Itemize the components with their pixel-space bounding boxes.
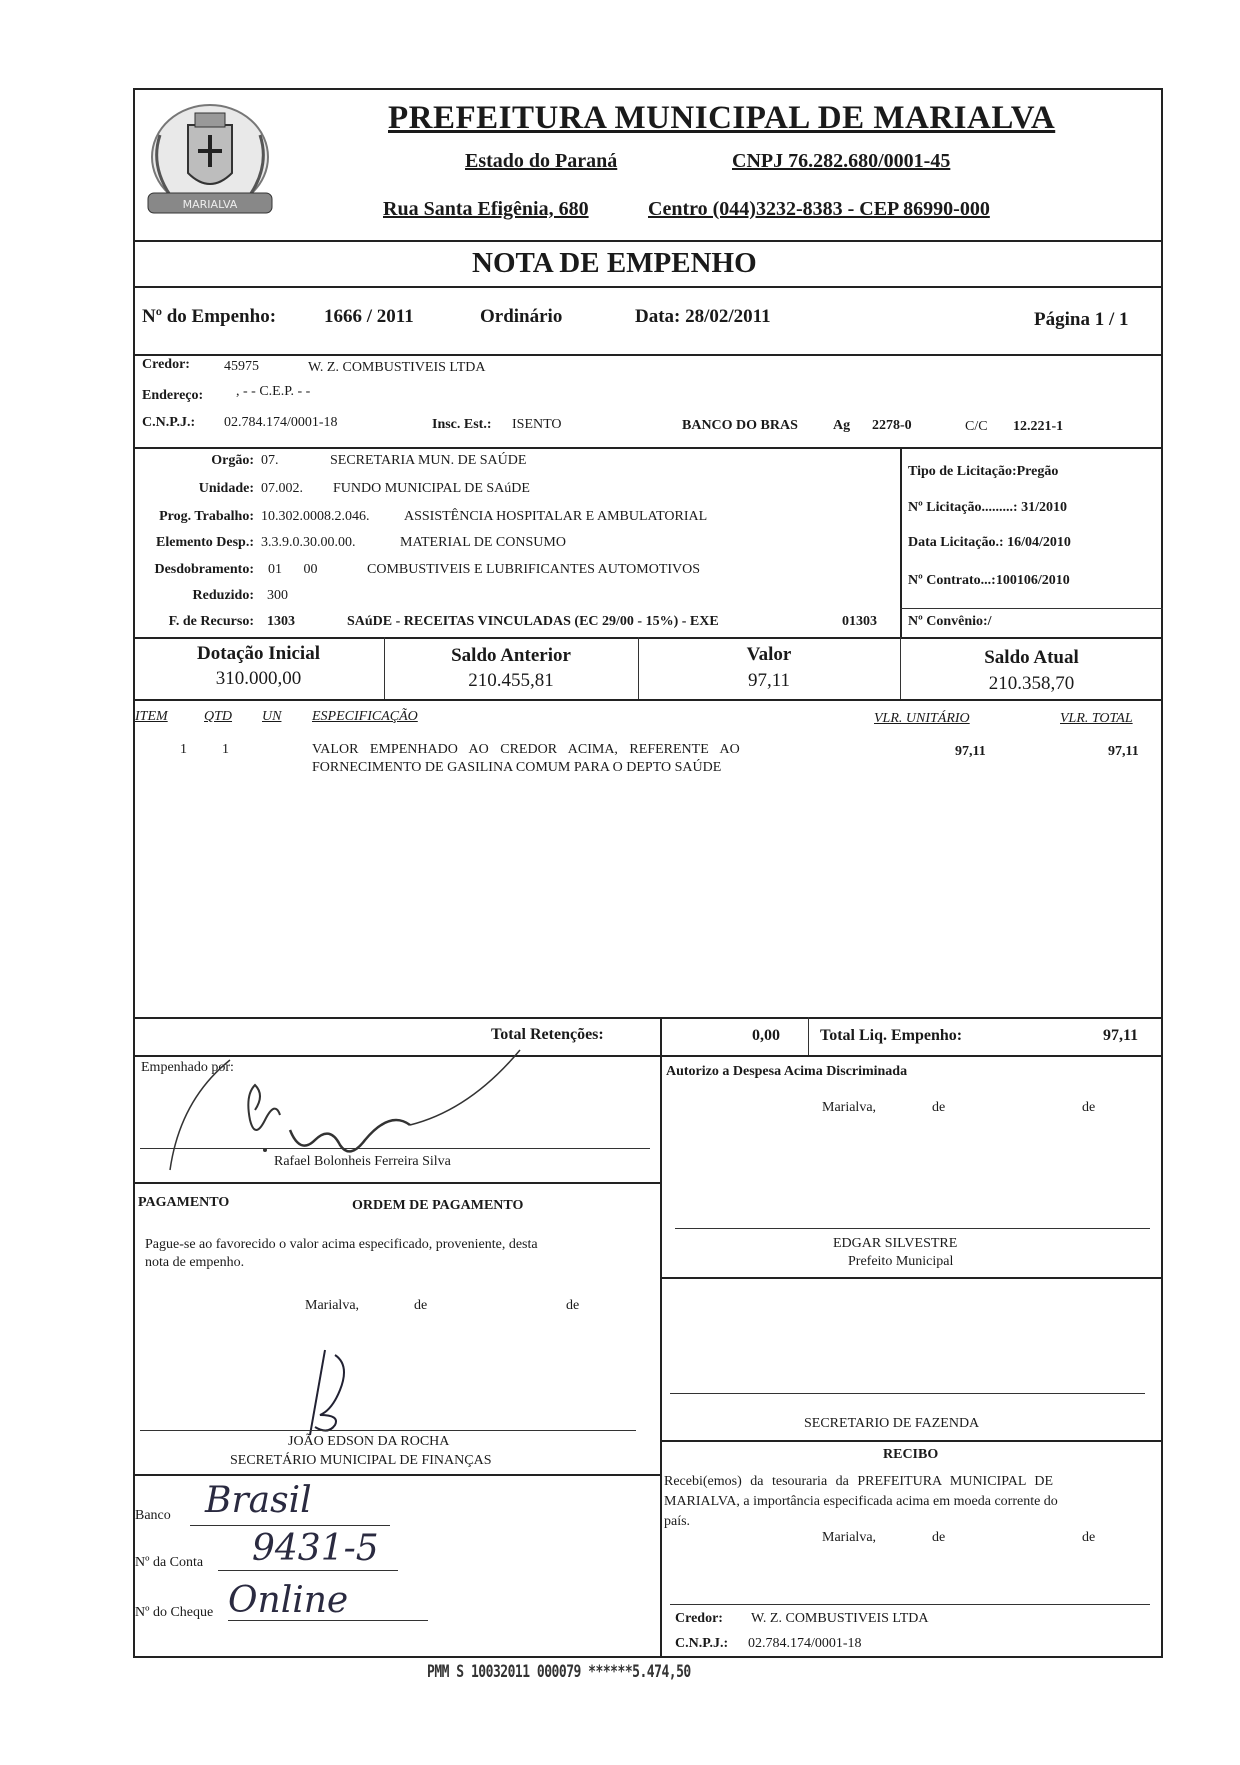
insc-value: ISENTO [512, 417, 562, 432]
elemento-code: 3.3.9.0.30.00.00. [261, 535, 356, 550]
saldo-anterior-label: Saldo Anterior [451, 645, 571, 666]
pague-line1: Pague-se ao favorecido o valor acima especificado, proveniente, desta [145, 1237, 538, 1252]
item-spec-line2: FORNECIMENTO DE GASILINA COMUM PARA O DEPTO SAÚDE [312, 760, 722, 775]
item-qtd: 1 [222, 742, 229, 757]
liquido-value: 97,11 [1103, 1027, 1139, 1044]
orgao-row [0, 453, 900, 475]
agencia-label: Ag [833, 418, 851, 433]
dotacao-value: 310.000,00 [215, 668, 302, 689]
unidade-row [0, 481, 900, 503]
recibo-line3: país. [664, 1514, 691, 1529]
bank-stamp: PMM S 10032011 000079 ******5.474,50 [427, 1662, 691, 1683]
empenho-date: Data: 28/02/2011 [635, 306, 771, 327]
endereco-label: Endereço: [142, 388, 204, 403]
retencoes-value: 0,00 [752, 1027, 780, 1044]
programa-desc: ASSISTÊNCIA HOSPITALAR E AMBULATORIAL [404, 509, 708, 524]
desdobramento-code: 01 00 [268, 562, 318, 577]
desdobramento-label: Desdobramento: [154, 562, 254, 577]
insc-label: Insc. Est.: [432, 417, 492, 432]
recibo-de-1: de [932, 1530, 946, 1545]
cnpj-value: 02.784.174/0001-18 [224, 415, 338, 430]
autorizo-marialva: Marialva, [822, 1100, 877, 1115]
reduzido-row [0, 588, 900, 610]
pagamento-de-2: de [566, 1298, 580, 1313]
pagamento-label: PAGAMENTO [138, 1195, 230, 1210]
cnpj-label: C.N.P.J.: [142, 415, 196, 430]
col-un-header: UN [262, 709, 282, 724]
prefeitura-title: PREFEITURA MUNICIPAL DE MARIALVA [388, 100, 1056, 136]
prefeitura-contact: Centro (044)3232-8383 - CEP 86990-000 [648, 198, 990, 220]
valor-value: 97,11 [747, 670, 791, 691]
cheque-label: Nº do Cheque [135, 1605, 214, 1620]
saldo-atual-value: 210.358,70 [988, 673, 1075, 694]
empenho-label: Nº do Empenho: [142, 306, 277, 327]
pagamento-de-1: de [414, 1298, 428, 1313]
saldo-atual-label: Saldo Atual [984, 647, 1079, 668]
recibo-cnpj-value: 02.784.174/0001-18 [748, 1636, 862, 1651]
unidade-label: Unidade: [198, 481, 254, 496]
retencoes-label: Total Retenções: [491, 1026, 604, 1043]
recibo-line2: MARIALVA, a importância especificada acima em moeda corrente do [664, 1494, 1058, 1509]
recibo-credor-name: W. Z. COMBUSTIVEIS LTDA [751, 1611, 929, 1626]
financas-name: JOÃO EDSON DA ROCHA [288, 1434, 450, 1449]
autorizo-de-2: de [1082, 1100, 1096, 1115]
recibo-de-2: de [1082, 1530, 1096, 1545]
orgao-code: 07. [261, 453, 279, 468]
item-unit-value: 97,11 [955, 744, 986, 759]
liquido-label: Total Liq. Empenho: [820, 1027, 963, 1044]
prefeito-name: EDGAR SILVESTRE [833, 1236, 958, 1251]
page-number: Página 1 / 1 [1034, 309, 1129, 330]
programa-label: Prog. Trabalho: [159, 509, 254, 524]
licitacao-data: Data Licitação.: 16/04/2010 [908, 535, 1071, 550]
cheque-handwritten: Online [228, 1580, 349, 1621]
col-spec-header: ESPECIFICAÇÃO [312, 709, 418, 724]
conta-value: 12.221-1 [1013, 419, 1064, 434]
pague-line2: nota de empenho. [145, 1255, 245, 1270]
table-row [133, 742, 1163, 792]
empenho-type: Ordinário [480, 306, 563, 327]
item-number: 1 [180, 742, 187, 757]
elemento-label: Elemento Desp.: [156, 535, 254, 550]
col-item-header: ITEM [135, 709, 168, 724]
valor-label: Valor [746, 644, 792, 665]
recibo-marialva: Marialva, [822, 1530, 877, 1545]
recurso-label: F. de Recurso: [168, 614, 254, 629]
conta-label: C/C [965, 419, 988, 434]
conta-handwritten: 9431-5 [252, 1528, 379, 1569]
empenhado-label: Empenhado por: [141, 1060, 234, 1075]
elemento-desc: MATERIAL DE CONSUMO [400, 535, 566, 550]
recibo-line1: Recebi(emos) da tesouraria da PREFEITURA MUNICIPAL DE [664, 1474, 1054, 1489]
col-qtd-header: QTD [204, 709, 233, 724]
ordem-pagamento-title: ORDEM DE PAGAMENTO [352, 1198, 524, 1213]
reduzido-label: Reduzido: [192, 588, 254, 603]
recibo-cnpj-label: C.N.P.J.: [675, 1636, 729, 1651]
col-unit-header: VLR. UNITÁRIO [874, 711, 970, 726]
unidade-desc: FUNDO MUNICIPAL DE SAúDE [333, 481, 530, 496]
autorizo-text: Autorizo a Despesa Acima Discriminada [666, 1064, 908, 1079]
prefeito-title: Prefeito Municipal [848, 1254, 954, 1269]
recurso-row [0, 614, 900, 636]
conta-label: Nº da Conta [135, 1555, 204, 1570]
prefeitura-address: Rua Santa Efigênia, 680 [383, 198, 589, 220]
credor-code: 45975 [224, 359, 259, 374]
empenhado-name: Rafael Bolonheis Ferreira Silva [274, 1154, 451, 1169]
autorizo-de-1: de [932, 1100, 946, 1115]
convenio-number: Nº Convênio:/ [908, 614, 992, 629]
financas-title: SECRETÁRIO MUNICIPAL DE FINANÇAS [230, 1453, 492, 1468]
orgao-desc: SECRETARIA MUN. DE SAÚDE [330, 453, 527, 468]
state-name: Estado do Paraná [465, 150, 618, 172]
credor-label: Credor: [142, 357, 190, 372]
recurso-code: 1303 [267, 614, 295, 629]
licitacao-tipo: Tipo de Licitação:Pregão [908, 464, 1059, 479]
prefeitura-cnpj: CNPJ 76.282.680/0001-45 [732, 150, 951, 172]
pagamento-marialva: Marialva, [305, 1298, 360, 1313]
recibo-credor-label: Credor: [675, 1611, 723, 1626]
unidade-code: 07.002. [261, 481, 303, 496]
contrato-number: Nº Contrato...:100106/2010 [908, 573, 1070, 588]
item-spec-line1: VALOR EMPENHADO AO CREDOR ACIMA, REFERENTE AO [312, 742, 740, 757]
elemento-row [0, 535, 900, 557]
reduzido-code: 300 [267, 588, 288, 603]
svg-text:MARIALVA: MARIALVA [182, 198, 238, 211]
banco-label: Banco [135, 1508, 171, 1523]
item-total-value: 97,11 [1108, 744, 1139, 759]
endereco-value: , - - C.E.P. - - [236, 384, 311, 399]
document-title: NOTA DE EMPENHO [472, 247, 757, 279]
saldo-anterior-value: 210.455,81 [468, 670, 554, 691]
orgao-label: Orgão: [211, 453, 254, 468]
programa-code: 10.302.0008.2.046. [261, 509, 370, 524]
desdobramento-desc: COMBUSTIVEIS E LUBRIFICANTES AUTOMOTIVOS [367, 562, 701, 577]
recibo-title: RECIBO [883, 1447, 939, 1462]
recurso-desc: SAúDE - RECEITAS VINCULADAS (EC 29/00 - 15%) - EXE [347, 614, 719, 629]
banco-handwritten: Brasil [205, 1480, 312, 1521]
banco-name: BANCO DO BRAS [682, 418, 798, 433]
recurso-number: 01303 [842, 614, 877, 629]
programa-row [0, 509, 900, 531]
dotacao-label: Dotação Inicial [197, 643, 320, 664]
desdobramento-row [0, 562, 900, 584]
agencia-value: 2278-0 [872, 418, 912, 433]
licitacao-numero: Nº Licitação.........: 31/2010 [908, 500, 1067, 515]
col-total-header: VLR. TOTAL [1060, 711, 1133, 726]
empenho-number: 1666 / 2011 [324, 306, 414, 327]
credor-name: W. Z. COMBUSTIVEIS LTDA [308, 360, 486, 375]
fazenda-title: SECRETARIO DE FAZENDA [804, 1416, 980, 1431]
coat-of-arms [140, 95, 280, 233]
